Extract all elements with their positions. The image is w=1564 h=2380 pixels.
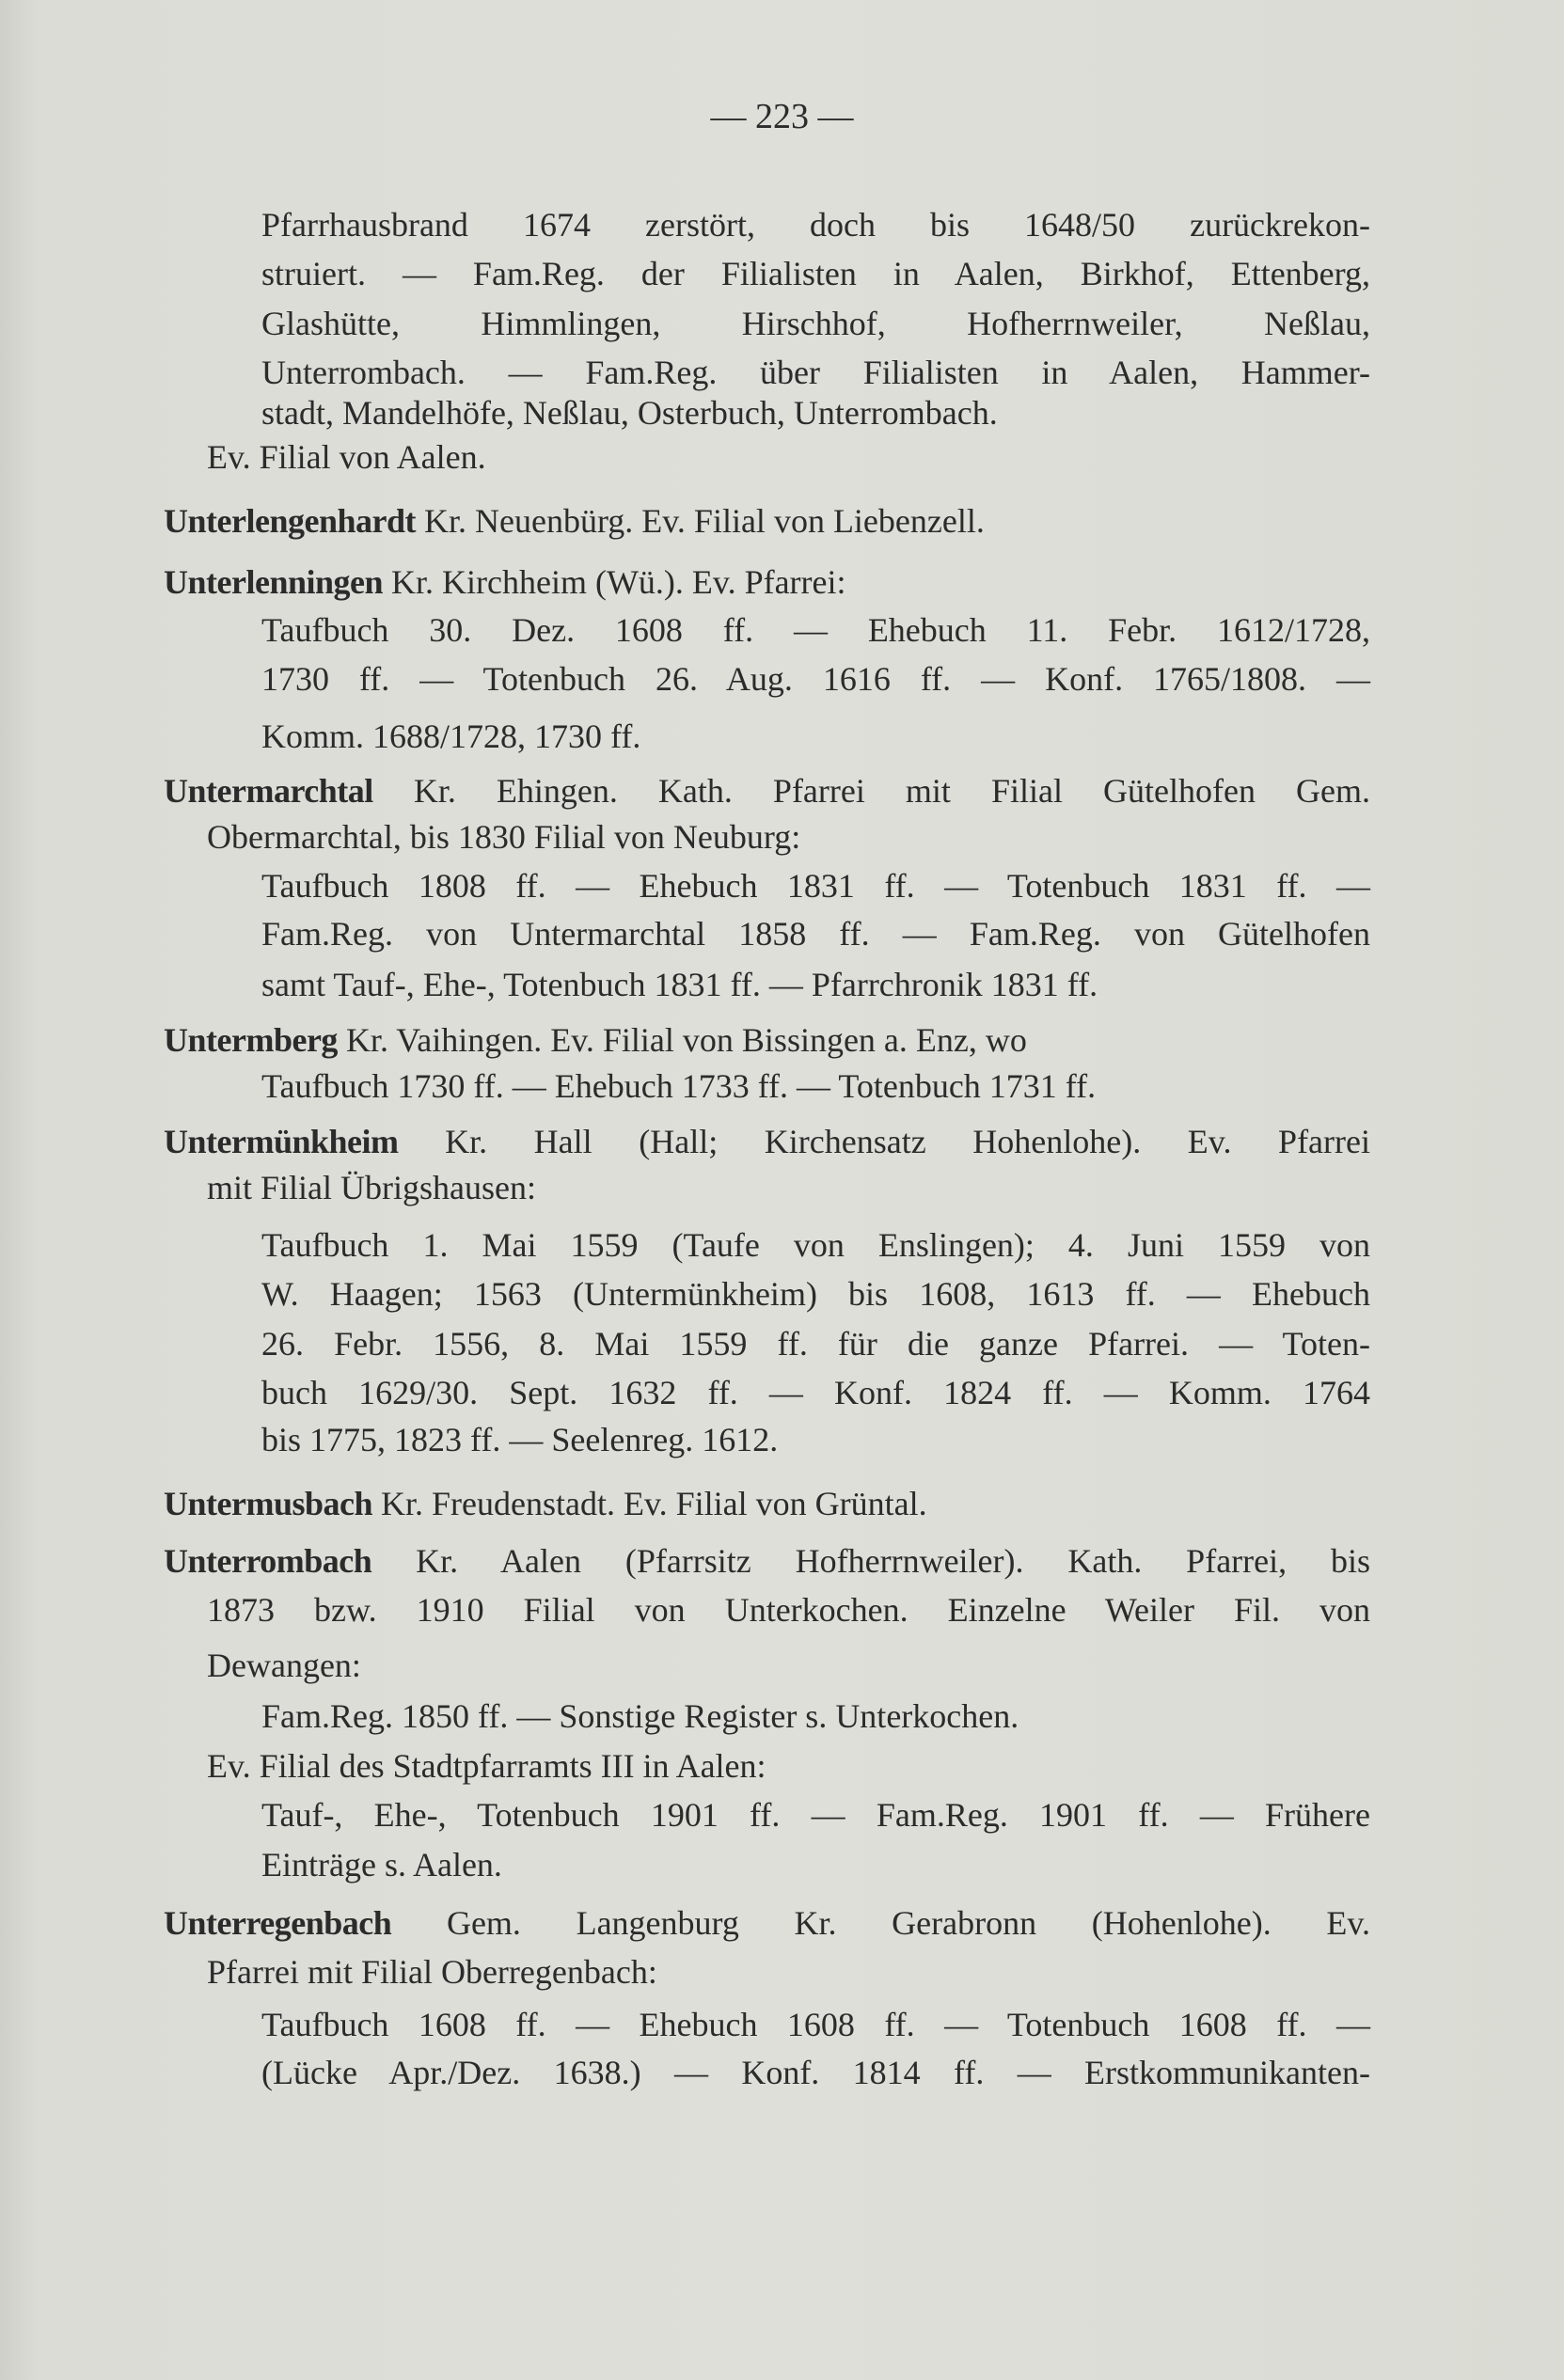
line-text: Unterrombach. — Fam.Reg. über Filialisten in Aalen, Hammer- [261,354,1370,391]
entry-heading-line [164,1117,1370,1166]
text-line [261,1062,1370,1111]
text-line [207,812,1370,861]
text-line [261,2000,1370,2049]
entry-heading-line [164,1537,1370,1585]
line-text: Dewangen: [207,1647,361,1684]
text-line [207,433,1370,481]
line-text: Einträge s. Aalen. [261,1846,502,1884]
entry-heading-line [164,558,1370,607]
line-text: Ev. Filial des Stadtpfarramts III in Aalen: [207,1747,766,1785]
line-text: Kr. Ehingen. Kath. Pfarrei mit Filial Gütelhofen Gem. [372,772,1370,810]
text-line [207,1742,1370,1790]
line-text: stadt, Mandelhöfe, Neßlau, Osterbuch, Unterrombach. [261,394,998,432]
line-text: Taufbuch 1730 ff. — Ehebuch 1733 ff. — Totenbuch 1731 ff. [261,1067,1097,1105]
place-name: Unterregenbach [164,1904,392,1942]
line-text: mit Filial Übrigshausen: [207,1169,536,1206]
text-line [261,1840,1370,1889]
line-text: 1730 ff. — Totenbuch 26. Aug. 1616 ff. — Konf. 1765/1808. — [261,660,1370,698]
line-text: W. Haagen; 1563 (Untermünkheim) bis 1608, 1613 ff. — Ehebuch [261,1275,1370,1313]
line-text: Kr. Freudenstadt. Ev. Filial von Grüntal. [372,1485,927,1522]
text-line [261,200,1370,249]
line-text: Komm. 1688/1728, 1730 ff. [261,717,641,755]
line-text: 1873 bzw. 1910 Filial von Unterkochen. Einzelne Weiler Fil. von [207,1591,1370,1629]
text-line [261,861,1370,910]
place-name: Untermberg [164,1021,338,1059]
line-text: Fam.Reg. von Untermarchtal 1858 ff. — Fam.Reg. von Gütelhofen [261,915,1370,953]
place-name: Untermarchtal [164,772,373,810]
text-line [261,712,1370,761]
text-line [261,909,1370,958]
line-text: Pfarrhausbrand 1674 zerstört, doch bis 1648/50 zurückrekon- [261,206,1370,244]
place-name: Untermünkheim [164,1123,399,1160]
text-line [261,2048,1370,2097]
text-line [261,1790,1370,1839]
line-text: bis 1775, 1823 ff. — Seelenreg. 1612. [261,1421,779,1458]
text-line [261,606,1370,654]
text-line [261,1319,1370,1368]
text-line [261,388,1370,437]
line-text: Kr. Kirchheim (Wü.). Ev. Pfarrei: [383,563,846,601]
line-text: Kr. Vaihingen. Ev. Filial von Bissingen a. Enz, wo [337,1021,1027,1059]
line-text: Taufbuch 30. Dez. 1608 ff. — Ehebuch 11. Febr. 1612/1728, [261,611,1370,649]
place-name: Unterlenningen [164,563,384,601]
line-text: struiert. — Fam.Reg. der Filialisten in Aalen, Birkhof, Ettenberg, [261,255,1370,292]
line-text: 26. Febr. 1556, 8. Mai 1559 ff. für die ganze Pfarrei. — Toten- [261,1325,1370,1363]
text-line [261,249,1370,298]
text-line [207,1163,1370,1212]
page-number: — 223 — [710,97,854,136]
line-text: Taufbuch 1. Mai 1559 (Taufe von Enslingen); 4. Juni 1559 von [261,1226,1370,1264]
line-text: Fam.Reg. 1850 ff. — Sonstige Register s. Unterkochen. [261,1697,1019,1735]
entry-heading-line [164,496,1370,545]
line-text: Tauf-, Ehe-, Totenbuch 1901 ff. — Fam.Reg. 1901 ff. — Frühere [261,1796,1370,1834]
line-text: Kr. Neuenbürg. Ev. Filial von Liebenzell. [415,502,985,540]
line-text: Taufbuch 1608 ff. — Ehebuch 1608 ff. — Totenbuch 1608 ff. — [261,2006,1370,2043]
text-line [207,1585,1370,1634]
text-line [261,1415,1370,1464]
text-line [207,1641,1370,1690]
place-name: Unterlengenhardt [164,502,416,540]
entry-heading-line [164,1899,1370,1947]
text-line [261,1368,1370,1417]
line-text: samt Tauf-, Ehe-, Totenbuch 1831 ff. — Pfarrchronik 1831 ff. [261,966,1098,1003]
text-line [207,1947,1370,1996]
place-name: Untermusbach [164,1485,373,1522]
line-text: (Lücke Apr./Dez. 1638.) — Konf. 1814 ff. — Erstkommunikanten- [261,2054,1370,2091]
line-text: Kr. Aalen (Pfarrsitz Hofherrnweiler). Kath. Pfarrei, bis [371,1542,1370,1580]
text-line [261,654,1370,703]
line-text: Taufbuch 1808 ff. — Ehebuch 1831 ff. — Totenbuch 1831 ff. — [261,867,1370,905]
line-text: Obermarchtal, bis 1830 Filial von Neuburg: [207,818,801,856]
line-text: buch 1629/30. Sept. 1632 ff. — Konf. 1824 ff. — Komm. 1764 [261,1374,1370,1411]
text-line [261,1269,1370,1318]
text-line [261,1221,1370,1269]
line-text: Gem. Langenburg Kr. Gerabronn (Hohenlohe). Ev. [391,1904,1370,1942]
entry-heading-line [164,766,1370,815]
line-text: Glashütte, Himmlingen, Hirschhof, Hofherrnweiler, Neßlau, [261,305,1370,342]
text-line [261,1692,1370,1741]
line-text: Kr. Hall (Hall; Kirchensatz Hohenlohe). Ev. Pfarrei [398,1123,1370,1160]
text-line [261,299,1370,348]
text-line [261,960,1370,1009]
entry-heading-line [164,1016,1370,1064]
line-text: Ev. Filial von Aalen. [207,438,486,476]
place-name: Unterrombach [164,1542,372,1580]
entry-heading-line [164,1479,1370,1528]
line-text: Pfarrei mit Filial Oberregenbach: [207,1953,657,1991]
